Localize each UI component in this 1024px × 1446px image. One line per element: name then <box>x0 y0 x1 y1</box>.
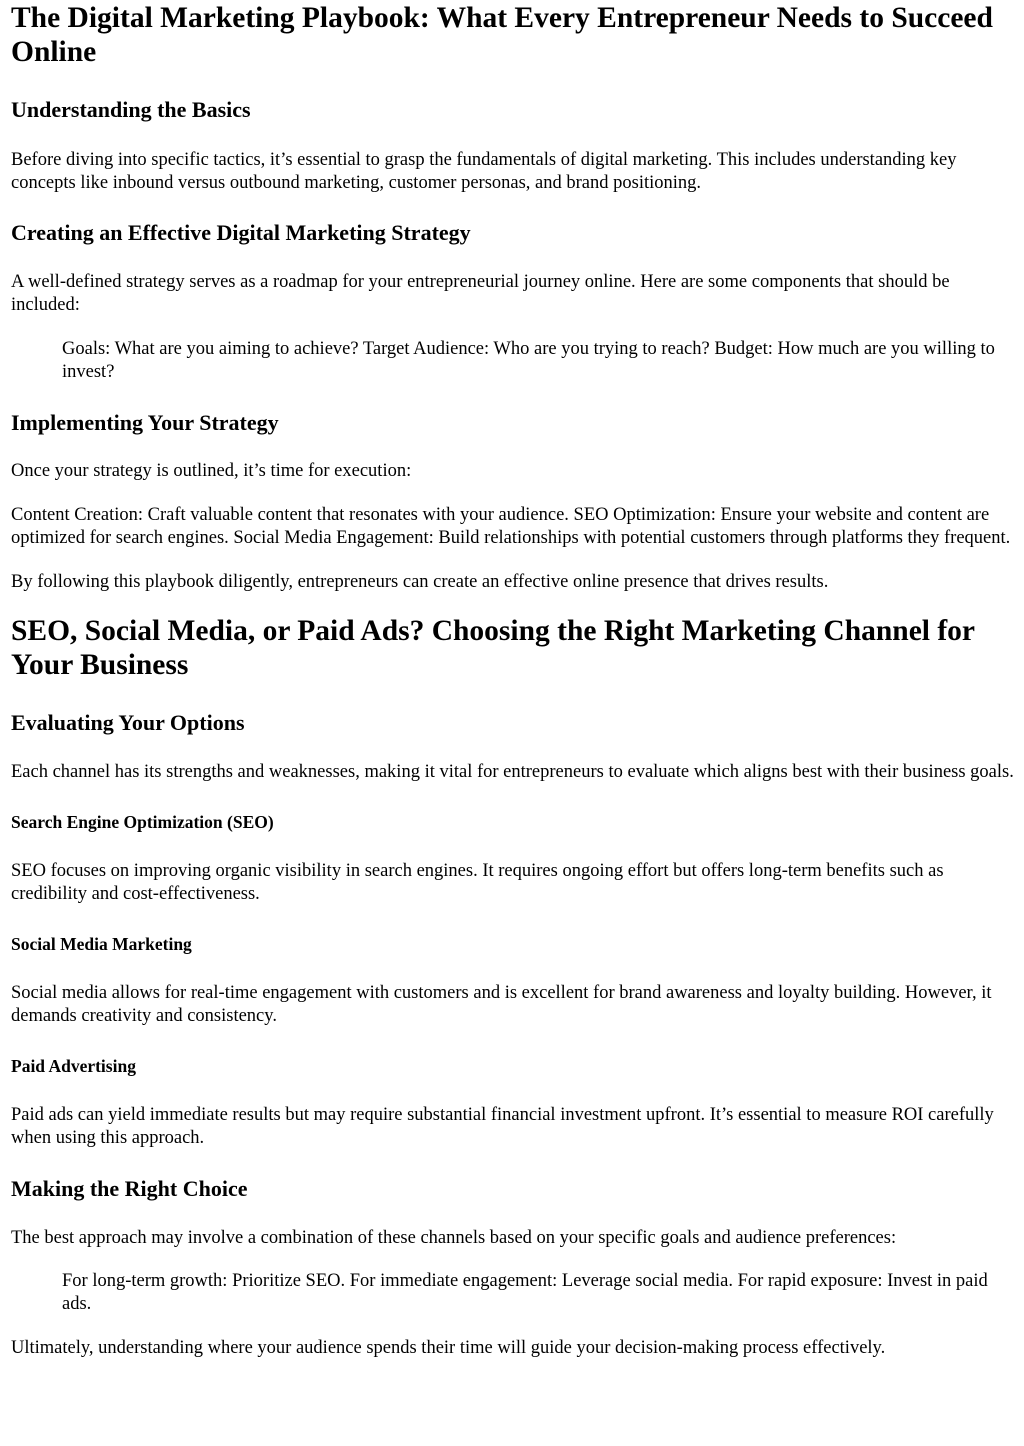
section-heading-strategy: Creating an Effective Digital Marketing Strategy <box>11 220 471 245</box>
section-heading-basics: Understanding the Basics <box>11 97 251 122</box>
section-heading-evaluating: Evaluating Your Options <box>11 710 245 735</box>
subsection-heading-seo: Search Engine Optimization (SEO) <box>11 812 274 832</box>
subsection-paragraph: Paid ads can yield immediate results but may require substantial financial investment upfront. It’s essential to measure ROI carefully when using this approach. <box>11 1105 994 1148</box>
section-paragraph: Content Creation: Craft valuable content that resonates with your audience. SEO Optimization: Ensure your website and content are optimized for search engines. Social Media Engagement: Build relationships with potential customers through platforms they frequent. <box>11 505 1011 548</box>
section-heading-implementing: Implementing Your Strategy <box>11 410 279 435</box>
subsection-paragraph: SEO focuses on improving organic visibility in search engines. It requires ongoing effort but offers long-term benefits such as credibility and cost-effectiveness. <box>11 861 944 904</box>
strategy-components-quote: Goals: What are you aiming to achieve? Target Audience: Who are you trying to reach? Budget: How much are you willing to invest? <box>62 339 995 382</box>
subsection-paragraph: Social media allows for real-time engagement with customers and is excellent for brand awareness and loyalty building. However, it demands creativity and consistency. <box>11 983 992 1026</box>
section-paragraph: By following this playbook diligently, entrepreneurs can create an effective online presence that drives results. <box>11 572 829 592</box>
channel-recommendations-quote: For long-term growth: Prioritize SEO. For immediate engagement: Leverage social media. For rapid exposure: Invest in paid ads. <box>62 1271 988 1314</box>
subsection-heading-paid-ads: Paid Advertising <box>11 1056 136 1076</box>
section-paragraph: Each channel has its strengths and weaknesses, making it vital for entrepreneurs to evaluate which aligns best with their business goals. <box>11 762 1014 782</box>
section-paragraph: A well-defined strategy serves as a roadmap for your entrepreneurial journey online. Here are some components that should be included: <box>11 272 950 315</box>
subsection-heading-social-media: Social Media Marketing <box>11 934 192 954</box>
article-title: The Digital Marketing Playbook: What Every Entrepreneur Needs to Succeed Online <box>11 2 993 68</box>
section-heading-right-choice: Making the Right Choice <box>11 1176 248 1201</box>
section-paragraph: Once your strategy is outlined, it’s time for execution: <box>11 461 412 481</box>
section-paragraph: Before diving into specific tactics, it’s essential to grasp the fundamentals of digital marketing. This includes understanding key concepts like inbound versus outbound marketing, customer personas, and brand positioning. <box>11 150 957 193</box>
article-title: SEO, Social Media, or Paid Ads? Choosing the Right Marketing Channel for Your Business <box>11 615 975 681</box>
section-paragraph: The best approach may involve a combination of these channels based on your specific goals and audience preferences: <box>11 1228 897 1248</box>
section-paragraph: Ultimately, understanding where your audience spends their time will guide your decision-making process effectively. <box>11 1338 886 1358</box>
